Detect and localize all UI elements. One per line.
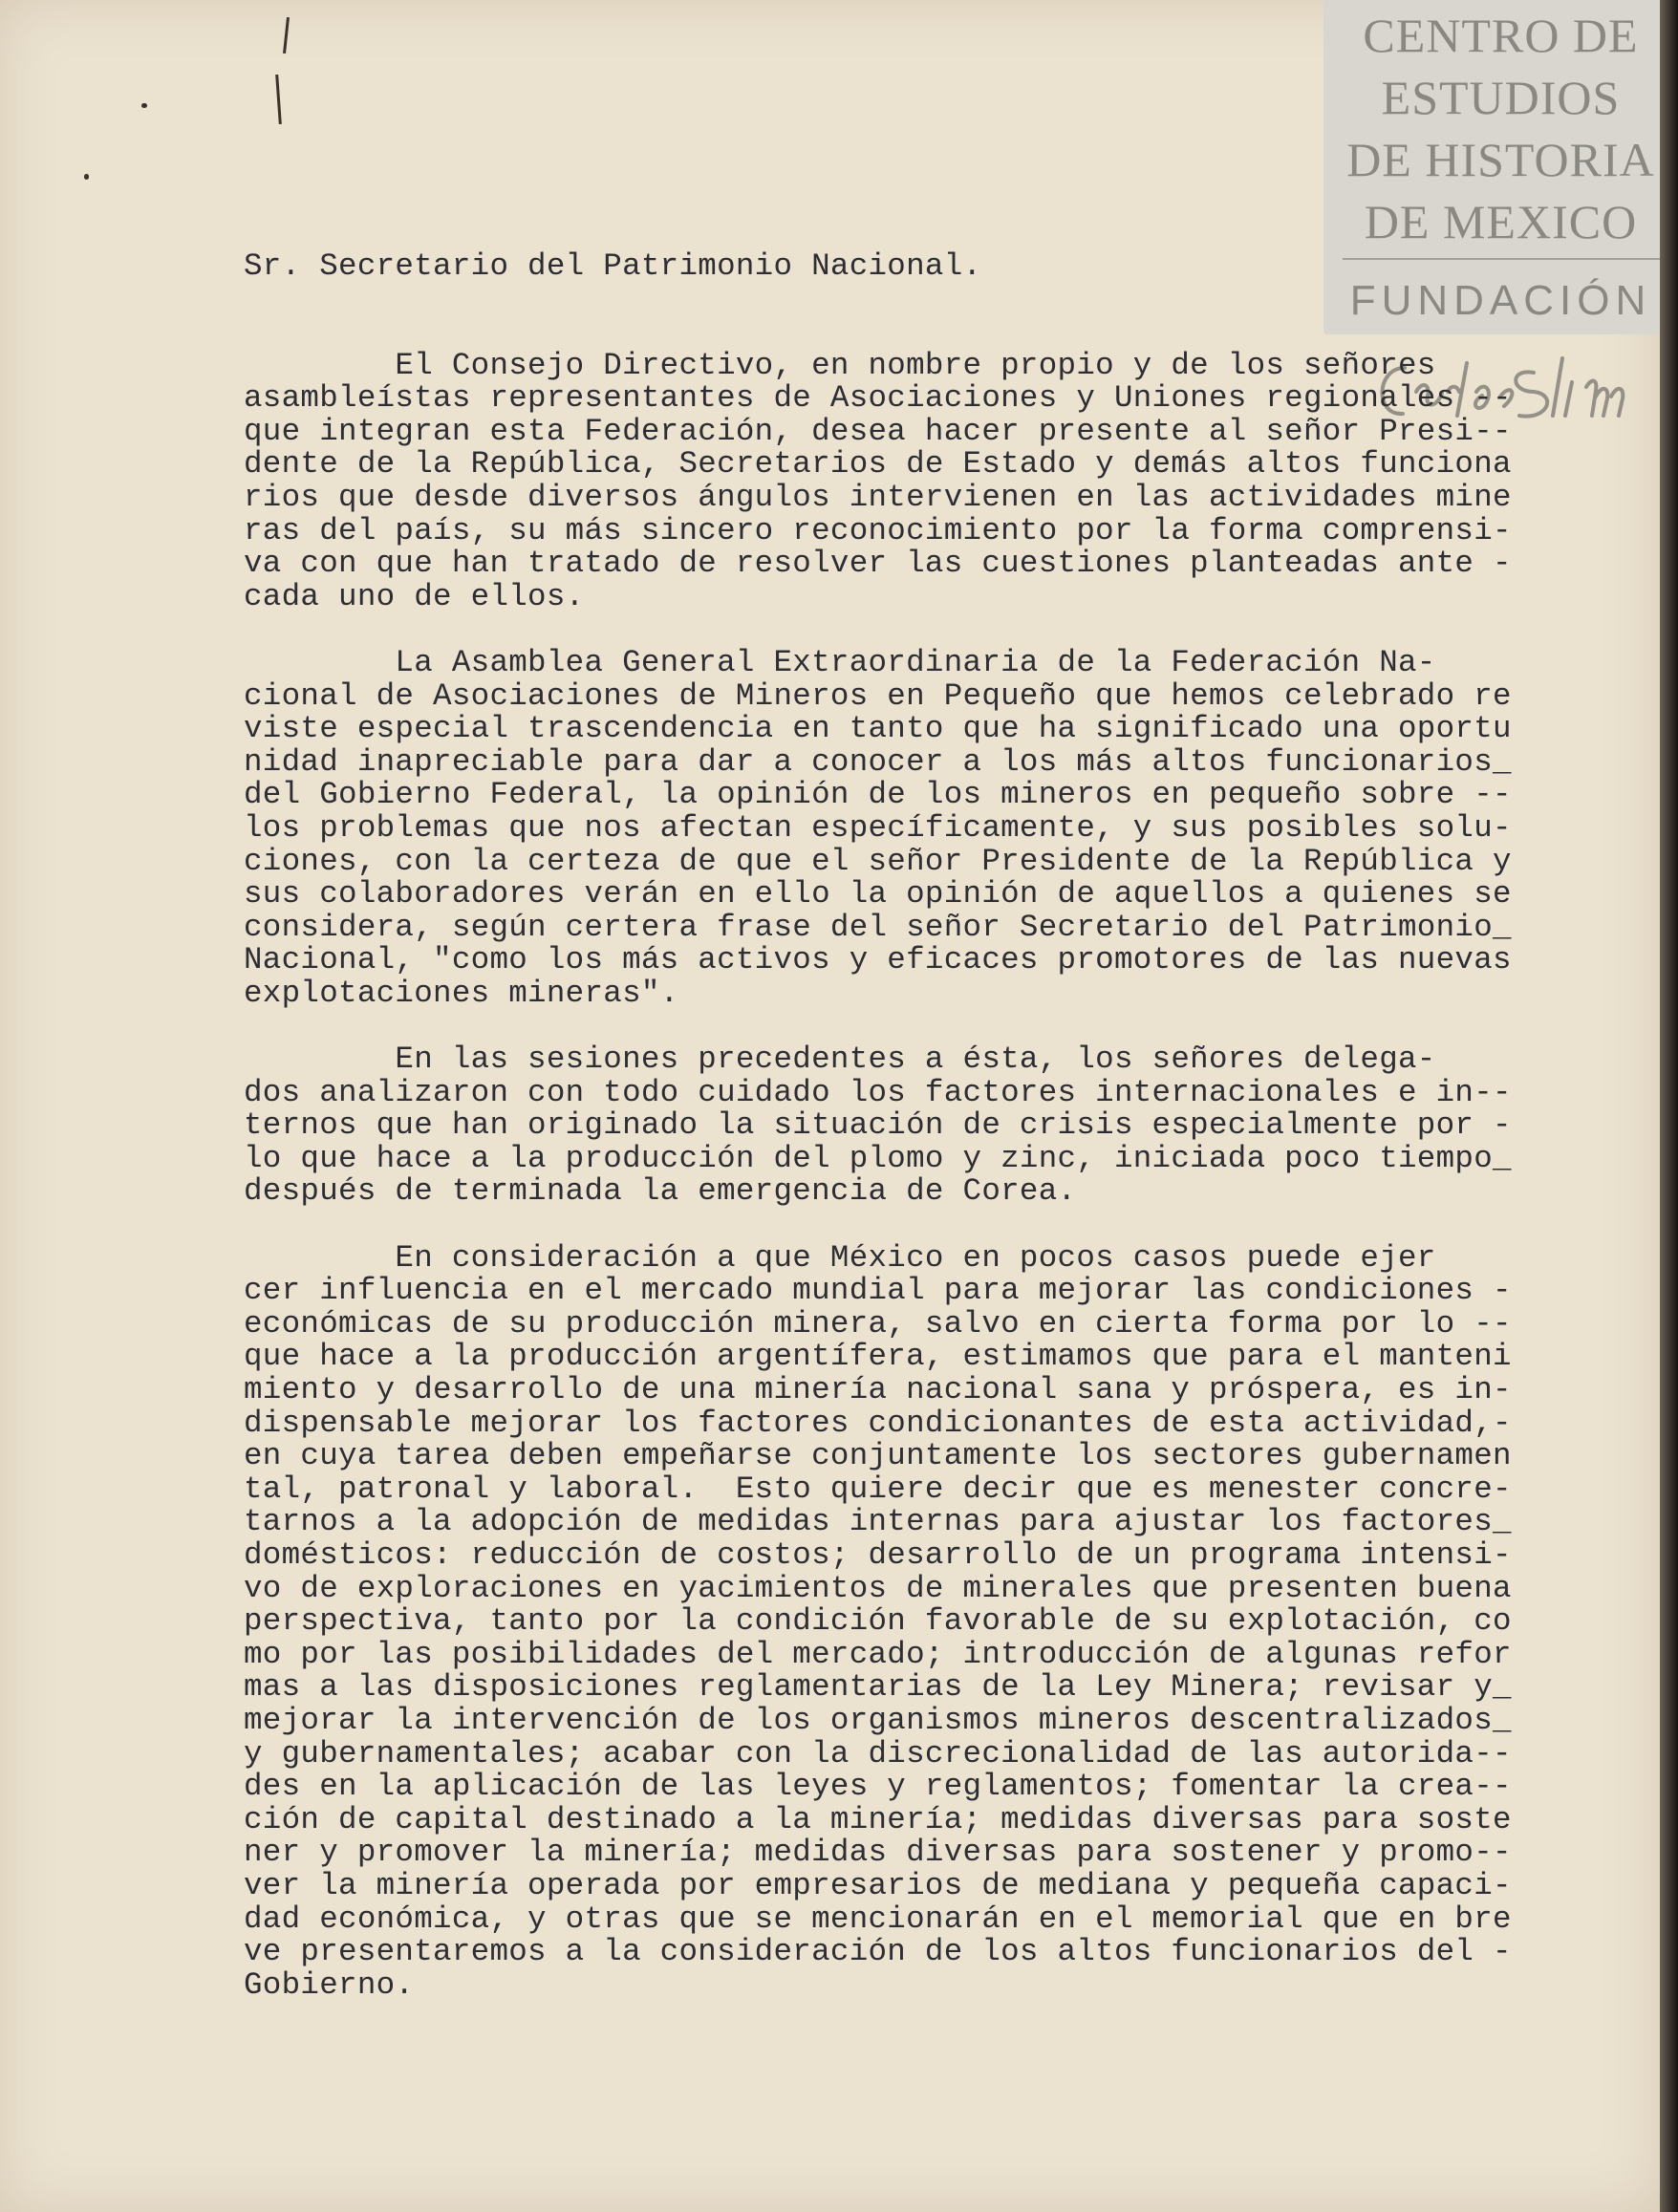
paragraph-1 bbox=[244, 347, 1581, 614]
text-line: en cuya tarea deben empeñarse conjuntamente los sectores gubernamen bbox=[244, 1438, 1512, 1474]
text-line: Gobierno. bbox=[244, 1966, 415, 2003]
text-line: sus colaboradores verán en ello la opinión de aquellos a quienes se bbox=[244, 876, 1512, 913]
page-edge-shadow bbox=[1660, 0, 1678, 2212]
text-line: después de terminada la emergencia de Corea. bbox=[244, 1173, 1077, 1210]
paragraph-gap bbox=[244, 1209, 1581, 1242]
text-line: ve presentaremos a la consideración de los altos funcionarios del - bbox=[244, 1934, 1512, 1970]
text-line: ras del país, su más sincero reconocimiento por la forma comprensi- bbox=[244, 512, 1512, 548]
text-line: mo por las posibilidades del mercado; introducción de algunas refor bbox=[244, 1636, 1512, 1672]
text-line: que integran esta Federación, desea hacer presente al señor Presi-- bbox=[244, 413, 1512, 449]
letter-body bbox=[244, 250, 1581, 2002]
text-line: lo que hace a la producción del plomo y zinc, iniciada poco tiempo_ bbox=[244, 1140, 1512, 1176]
margin-mark-dot-1 bbox=[141, 103, 147, 108]
watermark-line-4: DE MEXICO bbox=[1364, 195, 1638, 248]
text-line: vo de exploraciones en yacimientos de minerales que presenten buena bbox=[244, 1570, 1512, 1606]
text-line: mejorar la intervención de los organismos mineros descentralizados_ bbox=[244, 1702, 1512, 1738]
text-line: los problemas que nos afectan específicamente, y sus posibles solu- bbox=[244, 809, 1512, 846]
text-line: explotaciones mineras". bbox=[244, 975, 679, 1011]
text-line: ternos que han originado la situación de crisis especialmente por - bbox=[244, 1107, 1512, 1144]
text-line: dos analizaron con todo cuidado los factores internacionales e in-- bbox=[244, 1074, 1512, 1110]
margin-mark-middle bbox=[275, 75, 282, 124]
text-line: considera, según certera frase del señor Secretario del Patrimonio_ bbox=[244, 909, 1512, 945]
text-line: que hace a la producción argentífera, estimamos que para el manteni bbox=[244, 1339, 1512, 1375]
text-line: dad económica, y otras que se mencionarán en el memorial que en bre bbox=[244, 1901, 1512, 1937]
text-line: perspectiva, tanto por la condición favorable de su explotación, co bbox=[244, 1603, 1512, 1640]
text-line: y gubernamentales; acabar con la discrecionalidad de las autorida-- bbox=[244, 1735, 1512, 1772]
text-line: económicas de su producción minera, salvo en cierta forma por lo -- bbox=[244, 1305, 1512, 1342]
text-line: En las sesiones precedentes a ésta, los señores delega- bbox=[244, 1042, 1436, 1078]
text-line: miento y desarrollo de una minería nacional sana y próspera, es in- bbox=[244, 1372, 1512, 1407]
text-line: tarnos a la adopción de medidas internas para ajustar los factores_ bbox=[244, 1504, 1512, 1540]
text-line: del Gobierno Federal, la opinión de los mineros en pequeño sobre -- bbox=[244, 777, 1512, 813]
margin-mark-top bbox=[283, 17, 290, 54]
text-line: El Consejo Directivo, en nombre propio y de los señores bbox=[244, 347, 1436, 383]
text-line: cional de Asociaciones de Mineros en Pequeño que hemos celebrado re bbox=[244, 677, 1512, 714]
text-line: ner y promover la minería; medidas diversas para sostener y promo-- bbox=[244, 1835, 1512, 1871]
text-line: En consideración a que México en pocos casos puede ejer bbox=[244, 1239, 1436, 1276]
text-line: rios que desde diversos ángulos intervienen en las actividades mine bbox=[244, 479, 1512, 515]
text-line: Nacional, "como los más activos y eficaces promotores de las nuevas bbox=[244, 942, 1512, 978]
salutation: Sr. Secretario del Patrimonio Nacional. bbox=[244, 248, 982, 284]
text-line: cada uno de ellos. bbox=[244, 578, 585, 614]
paragraph-3 bbox=[244, 1043, 1581, 1209]
text-line: domésticos: reducción de costos; desarrollo de un programa intensi- bbox=[244, 1536, 1512, 1573]
text-line: ción de capital destinado a la minería; medidas diversas para soste bbox=[244, 1801, 1512, 1837]
text-line: asambleístas representantes de Asociaciones y Uniones regionales -- bbox=[244, 380, 1512, 417]
watermark-line-3: DE HISTORIA bbox=[1346, 133, 1655, 186]
paragraph-gap bbox=[244, 1010, 1581, 1043]
text-line: nidad inapreciable para dar a conocer a los más altos funcionarios_ bbox=[244, 743, 1512, 780]
text-line: des en la aplicación de las leyes y reglamentos; fomentar la crea-- bbox=[244, 1769, 1512, 1805]
text-line: cer influencia en el mercado mundial para mejorar las condiciones - bbox=[244, 1273, 1512, 1309]
text-line: mas a las disposiciones reglamentarias de la Ley Minera; revisar y_ bbox=[244, 1669, 1512, 1706]
text-line: ver la minería operada por empresarios de mediana y pequeña capaci- bbox=[244, 1867, 1512, 1903]
text-line: La Asamblea General Extraordinaria de la Federación Na- bbox=[244, 644, 1436, 680]
watermark-line-1: CENTRO DE bbox=[1363, 9, 1639, 62]
text-line: ciones, con la certeza de que el señor Presidente de la República y bbox=[244, 843, 1512, 879]
watermark-line-2: ESTUDIOS bbox=[1381, 71, 1621, 124]
watermark-foundation: FUNDACIÓN bbox=[1349, 277, 1652, 324]
paragraph-4 bbox=[244, 1239, 1581, 2003]
paragraph-2 bbox=[244, 644, 1581, 1011]
text-line: dente de la República, Secretarios de Estado y demás altos funciona bbox=[244, 446, 1512, 483]
text-line: va con que han tratado de resolver las cuestiones planteadas ante - bbox=[244, 546, 1512, 582]
text-line: viste especial trascendencia en tanto que ha significado una oportu bbox=[244, 711, 1512, 747]
text-line: tal, patronal y laboral. Esto quiere decir que es menester concre- bbox=[244, 1471, 1512, 1507]
text-line: dispensable mejorar los factores condicionantes de esta actividad,- bbox=[244, 1405, 1512, 1441]
margin-mark-dot-2 bbox=[84, 174, 89, 180]
paragraph-gap bbox=[244, 613, 1581, 647]
